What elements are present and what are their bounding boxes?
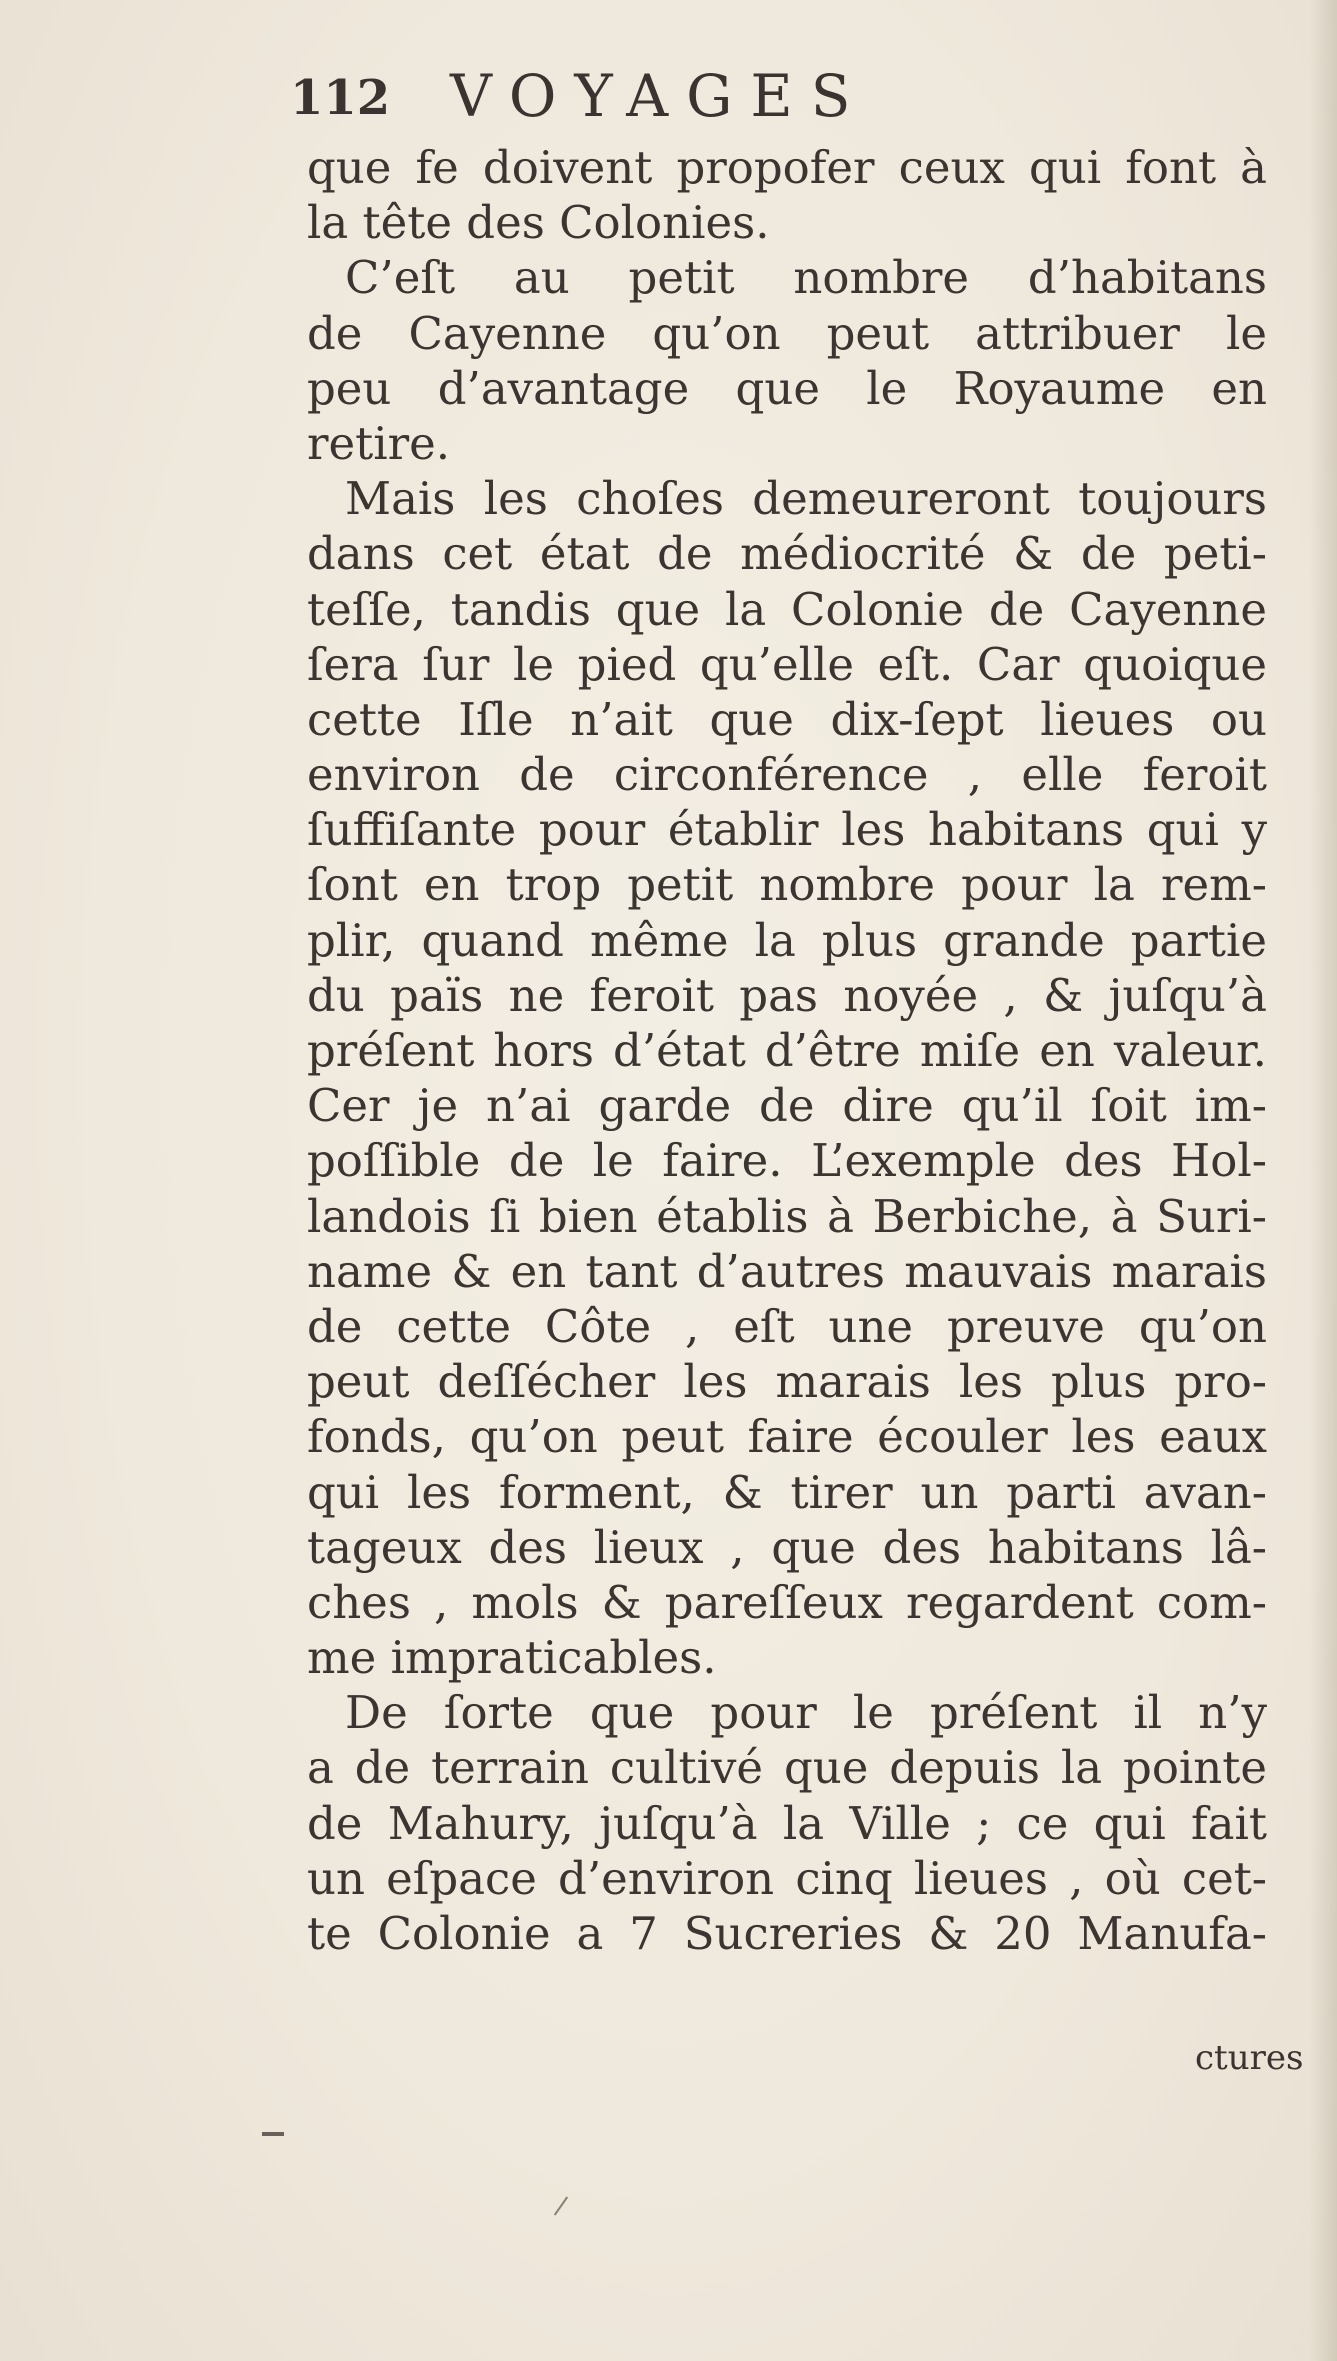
text-line: un eſpace d’environ cinq lieues , où cet- <box>307 1851 1267 1905</box>
text-line: ſera ſur le pied qu’elle eſt. Car quoique <box>307 637 1267 691</box>
text-line: plir, quand même la plus grande partie <box>307 913 1267 967</box>
text-line: tageux des lieux , que des habitans lâ- <box>307 1520 1267 1574</box>
ink-mark <box>554 2196 568 2215</box>
body-text <box>307 140 1267 1961</box>
text-line: ſont en trop petit nombre pour la rem- <box>307 858 1267 912</box>
text-line: peut deſſécher les marais les plus pro- <box>307 1355 1267 1409</box>
text-line: du païs ne feroit pas noyée , & juſqu’à <box>307 968 1267 1022</box>
text-line: de Cayenne qu’on peut attribuer le <box>307 306 1267 360</box>
text-line: ſuffiſante pour établir les habitans qui y <box>307 803 1267 857</box>
text-line: qui les forment, & tirer un parti avan- <box>307 1465 1267 1519</box>
text-line: de cette Côte , eſt une preuve qu’on <box>307 1299 1267 1353</box>
text-line: Cer je n’ai garde de dire qu’il ſoit im- <box>307 1079 1267 1133</box>
text-line: teſſe, tandis que la Colonie de Cayenne <box>307 582 1267 636</box>
page-number: 112 <box>290 70 391 126</box>
text-line: ches , mols & pareſſeux regardent com- <box>307 1575 1267 1629</box>
text-line: la tête des Colonies. <box>307 196 770 250</box>
text-line: cette Iſle n’ait que dix-ſept lieues ou <box>307 692 1267 746</box>
text-line: poſſible de le faire. L’exemple des Hol- <box>307 1134 1267 1188</box>
text-line: me impraticables. <box>307 1631 717 1685</box>
text-line: fonds, qu’on peut faire écouler les eaux <box>307 1410 1267 1464</box>
page-header <box>290 62 990 132</box>
text-line: que fe doivent propofer ceux qui font à <box>307 141 1267 194</box>
text-line: de Mahury, juſqu’à la Ville ; ce qui fait <box>307 1796 1267 1850</box>
text-line: environ de circonférence , elle feroit <box>307 748 1267 802</box>
text-line: peu d’avantage que le Royaume en <box>307 361 1267 415</box>
text-line: De ſorte que pour le préſent il n’y <box>345 1686 1267 1740</box>
text-line: a de terrain cultivé que depuis la pointe <box>307 1741 1267 1795</box>
text-line: retire. <box>307 416 451 470</box>
page-gutter-shadow <box>1309 0 1337 2361</box>
text-line: te Colonie a 7 Sucreries & 20 Manufa- <box>307 1907 1267 1960</box>
text-line: name & en tant d’autres mauvais marais <box>307 1244 1267 1298</box>
text-line: préſent hors d’état d’être miſe en valeur. <box>307 1024 1267 1077</box>
text-line: landois ſi bien établis à Berbiche, à Suri- <box>307 1189 1267 1243</box>
ink-mark <box>262 2132 284 2136</box>
catchword: ctures <box>1195 2038 1304 2078</box>
running-title: VOYAGES <box>450 62 869 130</box>
text-line: C’eſt au petit nombre d’habitans <box>345 251 1267 305</box>
text-line: Mais les choſes demeureront toujours <box>345 472 1267 526</box>
text-line: dans cet état de médiocrité & de peti- <box>307 527 1267 581</box>
